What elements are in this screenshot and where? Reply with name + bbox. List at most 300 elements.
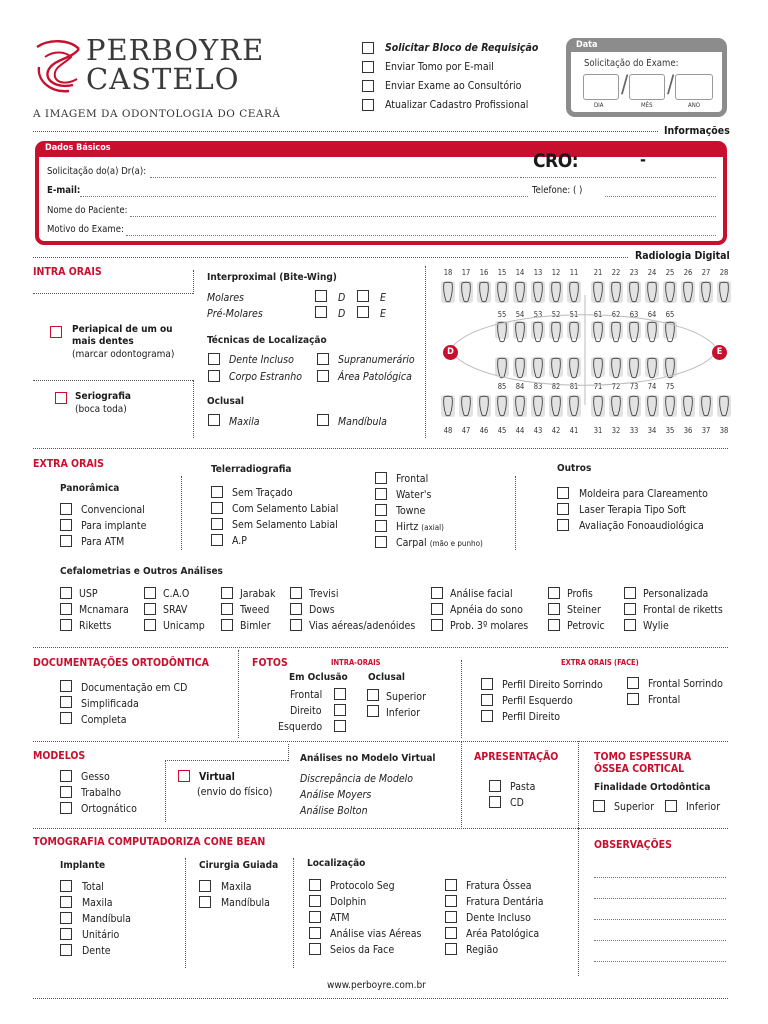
periapical-sub: (marcar odontograma)	[72, 349, 175, 360]
doc-title: DOCUMENTAÇÕES ORTODÔNTICA	[33, 657, 209, 669]
top-option-label-2: Enviar Tomo por E-mail	[385, 61, 494, 73]
tomo-superior-checkbox[interactable]	[593, 800, 605, 812]
extra-face-label-2: Perfil Esquerdo	[502, 695, 573, 707]
obs-line-3[interactable]	[594, 919, 726, 920]
tooth-number-35: 35	[665, 426, 675, 435]
tele-checkbox-2[interactable]	[211, 502, 223, 514]
odontogram-right-marker: D	[443, 345, 458, 360]
extra-vline-1	[181, 476, 182, 550]
top-option-label-4: Atualizar Cadastro Profissional	[385, 99, 529, 111]
modelos-label-1: Gesso	[81, 771, 110, 783]
patient-label: Nome do Paciente:	[47, 205, 128, 216]
phone-field[interactable]	[605, 196, 716, 197]
cefalo-checkbox-6-1[interactable]	[624, 603, 636, 615]
implante-checkbox-3[interactable]	[60, 928, 72, 940]
tooth-number-45: 45	[497, 426, 507, 435]
premolares-e-checkbox[interactable]	[357, 306, 369, 318]
cefalo-label-3-2: Vias aéreas/adenóides	[309, 620, 416, 632]
tooth-number-14: 14	[515, 268, 525, 277]
oclusao-label-2: Direito	[290, 705, 322, 717]
doc-label-2: Simplificada	[81, 698, 139, 710]
tele-checkbox-3[interactable]	[211, 518, 223, 530]
modelos-label-3: Ortognático	[81, 803, 137, 815]
extra-face-checkbox-2[interactable]	[481, 694, 493, 706]
bitewing-title: Interproximal (Bite-Wing)	[207, 272, 337, 283]
cefalo-checkbox-2-1[interactable]	[221, 603, 233, 615]
cefalo-checkbox-4-2[interactable]	[431, 619, 443, 631]
seriografia-label: Seriografia	[75, 391, 131, 402]
cefalo-label-5-0: Profis	[567, 588, 593, 600]
carpal-note: (mão e punho)	[429, 539, 483, 548]
oclusal-inf-checkbox[interactable]	[367, 705, 379, 717]
implante-checkbox-2[interactable]	[60, 912, 72, 924]
cefalo-label-5-2: Petrovic	[567, 620, 605, 632]
cefalo-label-3-0: Trevisi	[309, 588, 339, 600]
tooth-number-46: 46	[479, 426, 489, 435]
tooth-number-38: 38	[719, 426, 729, 435]
dente-incluso-label: Dente Incluso	[229, 354, 294, 366]
oclusal-inf-label: Inferior	[386, 707, 421, 719]
top-option-checkbox-1[interactable]	[362, 42, 374, 54]
tomo-inferior-label: Inferior	[686, 801, 721, 813]
carpal-checkbox[interactable]	[375, 536, 387, 548]
tooth-number-22: 22	[611, 268, 621, 277]
implante-label-2: Mandíbula	[82, 913, 131, 925]
basic-data-box	[35, 141, 727, 245]
premolares-d-label: D	[338, 308, 346, 320]
supranumerario-checkbox[interactable]	[317, 353, 329, 365]
localizacao-a-checkbox-2[interactable]	[309, 911, 321, 923]
cirurgia-checkbox-2[interactable]	[199, 896, 211, 908]
oclusal-sup-label: Superior	[386, 691, 426, 703]
premolares-label: Pré-Molares	[207, 308, 263, 320]
cefalo-label-6-1: Frontal de riketts	[643, 604, 723, 616]
tooth-number-16: 16	[479, 268, 489, 277]
dente-incluso-checkbox[interactable]	[208, 353, 220, 365]
info-label: Informações	[664, 125, 730, 137]
tooth-number-48: 48	[443, 426, 453, 435]
tomo-inferior-checkbox[interactable]	[665, 800, 677, 812]
frontal-label-2: Water's	[396, 489, 432, 501]
solicitation-label: Solicitação do(a) Dr(a):	[47, 166, 147, 177]
intra-vline-1	[193, 270, 194, 294]
frontal-label-1: Frontal	[396, 473, 429, 485]
localizacao-a-label-3: Análise vias Aéreas	[330, 928, 422, 940]
tooth-number-12: 12	[551, 268, 561, 277]
reason-field[interactable]	[126, 235, 716, 236]
oclusal-maxila-label: Maxila	[229, 416, 260, 428]
periapical-checkbox[interactable]	[50, 326, 62, 338]
implante-checkbox-0[interactable]	[60, 880, 72, 892]
date-year-field[interactable]	[675, 74, 713, 100]
frontal-checkbox-2[interactable]	[375, 488, 387, 500]
apresentacao-label-1: Pasta	[510, 781, 536, 793]
corpo-estranho-checkbox[interactable]	[208, 370, 220, 382]
pano-label-1: Convencional	[81, 504, 145, 516]
modelos-vline-2	[578, 741, 579, 976]
outros-title: Outros	[557, 463, 592, 474]
tele-label-3: Sem Selamento Labial	[232, 519, 338, 531]
hirtz-label	[396, 521, 444, 534]
divider-extra	[33, 448, 728, 449]
tooth-number-26: 26	[683, 268, 693, 277]
tooth-number-63: 63	[629, 310, 639, 319]
cefalo-checkbox-0-0[interactable]	[60, 587, 72, 599]
tooth-number-32: 32	[611, 426, 621, 435]
observacoes-title: OBSERVAÇÕES	[594, 839, 672, 851]
virtual-checkbox[interactable]	[178, 770, 190, 782]
localizacao-b-checkbox-4[interactable]	[445, 943, 457, 955]
tele-label-2: Com Selamento Labial	[232, 503, 339, 515]
carpal-label	[396, 537, 483, 550]
fotos-intra-label: INTRA-ORAIS	[331, 658, 381, 667]
tooth-number-42: 42	[551, 426, 561, 435]
odontogram-left-marker: E	[712, 345, 727, 360]
em-oclusao-title: Em Oclusão	[289, 672, 348, 683]
cro-label: CRO:	[533, 150, 579, 172]
cefalo-checkbox-6-0[interactable]	[624, 587, 636, 599]
email-field[interactable]	[80, 196, 528, 197]
intra-dotted-frame	[33, 293, 193, 294]
brand-line1: PERBOYRE	[86, 33, 265, 67]
tomo-vline-2	[293, 858, 294, 968]
hirtz-note: (axial)	[421, 523, 444, 532]
date-day-label: DIA	[594, 102, 604, 109]
date-box-title: Data	[576, 40, 598, 50]
reason-label: Motivo do Exame:	[47, 224, 124, 235]
implante-label-0: Total	[82, 881, 104, 893]
tooth-number-28: 28	[719, 268, 729, 277]
doc-checkbox-1[interactable]	[60, 680, 72, 692]
divider-footer	[33, 998, 728, 999]
tooth-number-54: 54	[515, 310, 525, 319]
cefalo-checkbox-4-0[interactable]	[431, 587, 443, 599]
tooth-number-23: 23	[629, 268, 639, 277]
tele-checkbox-1[interactable]	[211, 486, 223, 498]
fotos-title: FOTOS	[252, 657, 288, 669]
tooth-number-41: 41	[569, 426, 579, 435]
pano-checkbox-1[interactable]	[60, 503, 72, 515]
cefalo-checkbox-1-1[interactable]	[144, 603, 156, 615]
tooth-number-64: 64	[647, 310, 657, 319]
implante-checkbox-1[interactable]	[60, 896, 72, 908]
localizacao-b-checkbox-0[interactable]	[445, 879, 457, 891]
virtual-frame-top	[165, 760, 288, 761]
localizacao-a-checkbox-4[interactable]	[309, 943, 321, 955]
fotos-oclusal-title: Oclusal	[368, 672, 405, 683]
frontal-checkbox-3[interactable]	[375, 504, 387, 516]
tooth-number-11: 11	[569, 268, 579, 277]
implante-checkbox-4[interactable]	[60, 944, 72, 956]
localizacao-b-label-3: Aréa Patológica	[466, 928, 540, 940]
modelos-checkbox-1[interactable]	[60, 770, 72, 782]
brand-line2: CASTELO	[86, 62, 240, 96]
cirurgia-label-1: Maxila	[221, 881, 252, 893]
localizacao-b-checkbox-1[interactable]	[445, 895, 457, 907]
virtual-label: Virtual	[199, 771, 235, 783]
tooth-number-33: 33	[629, 426, 639, 435]
localizacao-a-label-1: Dolphin	[330, 896, 367, 908]
tomo-title-2: ÓSSEA CORTICAL	[594, 763, 685, 775]
pano-label-3: Para ATM	[81, 536, 125, 548]
extra-face-label-4: Frontal Sorrindo	[648, 678, 723, 690]
cro-line	[520, 177, 716, 178]
modelos-title: MODELOS	[33, 750, 86, 762]
localizacao-b-checkbox-3[interactable]	[445, 927, 457, 939]
divider-modelos	[33, 741, 728, 742]
tomografia-title: TOMOGRAFIA COMPUTADORIZA CONE BEAN	[33, 836, 266, 848]
tooth-number-37: 37	[701, 426, 711, 435]
cirurgia-label-2: Mandíbula	[221, 897, 270, 909]
analises-title: Análises no Modelo Virtual	[300, 753, 436, 764]
tooth-number-17: 17	[461, 268, 471, 277]
tooth-number-72: 72	[611, 382, 621, 391]
date-day-field[interactable]	[583, 74, 619, 100]
outros-label-1: Moldeira para Clareamento	[579, 488, 708, 500]
tele-label-4: A.P	[232, 535, 247, 547]
localizacao-b-checkbox-2[interactable]	[445, 911, 457, 923]
tooth-number-15: 15	[497, 268, 507, 277]
extra-vline-2	[515, 476, 516, 550]
molares-e-label: E	[380, 292, 386, 304]
apresentacao-title: APRESENTAÇÃO	[474, 751, 559, 763]
oclusao-label-1: Frontal	[290, 689, 323, 701]
molares-d-checkbox[interactable]	[315, 290, 327, 302]
modelos-vline-1	[461, 741, 462, 827]
frontal-checkbox-1[interactable]	[375, 472, 387, 484]
obs-line-2[interactable]	[594, 898, 726, 899]
tele-checkbox-4[interactable]	[211, 534, 223, 546]
oclusao-label-3: Esquerdo	[278, 721, 323, 733]
premolares-e-label: E	[380, 308, 386, 320]
tooth-number-52: 52	[551, 310, 561, 319]
tooth-number-83: 83	[533, 382, 543, 391]
seriografia-sub: (boca toda)	[75, 404, 127, 415]
tooth-number-55: 55	[497, 310, 507, 319]
tooth-number-21: 21	[593, 268, 603, 277]
intra-title: INTRA ORAIS	[33, 266, 102, 278]
localizacao-a-checkbox-1[interactable]	[309, 895, 321, 907]
cefalo-checkbox-0-1[interactable]	[60, 603, 72, 615]
tooth-number-62: 62	[611, 310, 621, 319]
doc-label-3: Completa	[81, 714, 127, 726]
top-option-checkbox-4[interactable]	[362, 99, 374, 111]
date-slash-2: /	[667, 70, 675, 98]
email-label: E-mail:	[47, 185, 81, 196]
divider-radiology	[33, 257, 628, 258]
premolares-d-checkbox[interactable]	[315, 306, 327, 318]
cefalo-label-4-1: Apnéia do sono	[450, 604, 523, 616]
implante-label-3: Unitário	[82, 929, 120, 941]
date-slash-1: /	[621, 70, 629, 98]
brand-tagline: A IMAGEM DA ODONTOLOGIA DO CEARÁ	[33, 108, 281, 120]
localizacao-a-label-0: Protocolo Seg	[330, 880, 395, 892]
outros-label-3: Avaliação Fonoaudiológica	[579, 520, 704, 532]
obs-line-1[interactable]	[594, 877, 726, 878]
cefalo-label-1-2: Unicamp	[163, 620, 205, 632]
extra-face-checkbox-1[interactable]	[481, 678, 493, 690]
tooth-number-71: 71	[593, 382, 603, 391]
cefalo-label-0-1: Mcnamara	[79, 604, 129, 616]
apresentacao-checkbox-1[interactable]	[489, 780, 501, 792]
divider-tomografia	[33, 828, 578, 829]
tooth-number-82: 82	[551, 382, 561, 391]
tooth-number-84: 84	[515, 382, 525, 391]
periapical-label: Periapical de um ou mais dentes	[72, 324, 173, 347]
outros-checkbox-3[interactable]	[557, 519, 569, 531]
cefalo-checkbox-2-2[interactable]	[221, 619, 233, 631]
panoramica-title: Panorâmica	[60, 483, 120, 494]
tooth-number-47: 47	[461, 426, 471, 435]
cefalo-label-0-2: Riketts	[79, 620, 112, 632]
tooth-number-53: 53	[533, 310, 543, 319]
divider-info	[33, 131, 658, 132]
extra-face-label-5: Frontal	[648, 694, 681, 706]
cefalo-label-1-1: SRAV	[163, 604, 188, 616]
localizacao-b-label-1: Fratura Dentária	[466, 896, 544, 908]
extra-face-checkbox-4[interactable]	[627, 677, 639, 689]
carpal-text: Carpal	[396, 537, 427, 549]
localizacao-title: Localização	[307, 858, 366, 869]
cefalo-checkbox-3-0[interactable]	[290, 587, 302, 599]
oclusal-sup-checkbox[interactable]	[367, 689, 379, 701]
divider-obs	[578, 828, 728, 829]
cefalo-checkbox-5-0[interactable]	[548, 587, 560, 599]
implante-label-1: Maxila	[82, 897, 113, 909]
cefalo-label-0-0: USP	[79, 588, 98, 600]
date-year-label: ANO	[688, 102, 700, 109]
finalidade-title: Finalidade Ortodôntica	[594, 782, 711, 793]
area-patologica-label: Área Patológica	[338, 371, 412, 383]
virtual-frame	[165, 760, 166, 822]
intra-vline-2	[193, 380, 194, 438]
oclusao-checkbox-3[interactable]	[334, 720, 346, 732]
outros-checkbox-1[interactable]	[557, 487, 569, 499]
obs-line-5[interactable]	[594, 961, 726, 962]
implante-label-4: Dente	[82, 945, 111, 957]
cefalo-label-4-2: Prob. 3º molares	[450, 620, 529, 632]
cefalo-checkbox-1-0[interactable]	[144, 587, 156, 599]
date-box-subtitle: Solicitação do Exame:	[584, 58, 679, 69]
tooth-number-43: 43	[533, 426, 543, 435]
basic-data-title: Dados Básicos	[45, 143, 111, 153]
tooth-number-81: 81	[569, 382, 579, 391]
doc-checkbox-2[interactable]	[60, 696, 72, 708]
cefalo-label-6-2: Wylie	[643, 620, 669, 632]
oclusal-mandibula-label: Mandíbula	[338, 416, 387, 428]
pano-checkbox-2[interactable]	[60, 519, 72, 531]
hirtz-checkbox[interactable]	[375, 520, 387, 532]
analises-item-1: Discrepância de Modelo	[300, 773, 414, 785]
molares-d-label: D	[338, 292, 346, 304]
top-option-checkbox-3[interactable]	[362, 80, 374, 92]
top-option-label-3: Enviar Exame ao Consultório	[385, 80, 522, 92]
top-option-checkbox-2[interactable]	[362, 61, 374, 73]
apresentacao-label-2: CD	[510, 797, 524, 809]
supranumerario-label: Supranumerário	[338, 354, 415, 366]
date-month-label: MÊS	[641, 102, 653, 109]
cro-dash: -	[640, 150, 646, 169]
frontal-label-3: Towne	[396, 505, 426, 517]
seriografia-checkbox[interactable]	[55, 392, 67, 404]
localizacao-b-label-2: Dente Incluso	[466, 912, 531, 924]
area-patologica-checkbox[interactable]	[317, 370, 329, 382]
intra-hline-2	[33, 380, 193, 381]
doc-checkbox-3[interactable]	[60, 712, 72, 724]
modelos-checkbox-2[interactable]	[60, 786, 72, 798]
extra-face-checkbox-5[interactable]	[627, 693, 639, 705]
cefalo-checkbox-1-2[interactable]	[144, 619, 156, 631]
hirtz-text: Hirtz	[396, 521, 419, 533]
modelos-checkbox-3[interactable]	[60, 802, 72, 814]
tooth-number-51: 51	[569, 310, 579, 319]
virtual-sub: (envio do físico)	[197, 786, 273, 798]
cefalo-checkbox-5-2[interactable]	[548, 619, 560, 631]
tele-title: Telerradiografia	[211, 464, 292, 475]
pano-checkbox-3[interactable]	[60, 535, 72, 547]
localizacao-a-checkbox-3[interactable]	[309, 927, 321, 939]
cefalo-checkbox-6-2[interactable]	[624, 619, 636, 631]
tooth-number-31: 31	[593, 426, 603, 435]
tomo-vline-1	[185, 858, 186, 968]
fotos-vline	[461, 660, 462, 738]
cefalo-checkbox-4-1[interactable]	[431, 603, 443, 615]
pano-label-2: Para implante	[81, 520, 147, 532]
outros-label-2: Laser Terapia Tipo Soft	[579, 504, 687, 516]
apresentacao-checkbox-2[interactable]	[489, 796, 501, 808]
cefalo-checkbox-2-0[interactable]	[221, 587, 233, 599]
extra-face-label-3: Perfil Direito	[502, 711, 561, 723]
localizacao-a-checkbox-0[interactable]	[309, 879, 321, 891]
cefalo-label-5-1: Steiner	[567, 604, 601, 616]
outros-checkbox-2[interactable]	[557, 503, 569, 515]
implante-title: Implante	[60, 860, 106, 871]
cirurgia-checkbox-1[interactable]	[199, 880, 211, 892]
website-label: www.perboyre.com.br	[327, 980, 426, 991]
top-option-label-1: Solicitar Bloco de Requisição	[385, 42, 539, 54]
tooth-number-13: 13	[533, 268, 543, 277]
tooth-number-24: 24	[647, 268, 657, 277]
cefalo-checkbox-5-1[interactable]	[548, 603, 560, 615]
cefalo-checkbox-3-1[interactable]	[290, 603, 302, 615]
oclusao-checkbox-2[interactable]	[334, 704, 346, 716]
oclusao-checkbox-1[interactable]	[334, 688, 346, 700]
brand-logo-icon	[33, 37, 83, 93]
obs-line-4[interactable]	[594, 940, 726, 941]
tooth-number-74: 74	[647, 382, 657, 391]
solicitation-field[interactable]	[150, 177, 518, 178]
molares-e-checkbox[interactable]	[357, 290, 369, 302]
tooth-number-85: 85	[497, 382, 507, 391]
oclusal-maxila-checkbox[interactable]	[208, 414, 220, 426]
cefalo-checkbox-3-2[interactable]	[290, 619, 302, 631]
cefalo-label-2-0: Jarabak	[240, 588, 276, 600]
date-month-field[interactable]	[629, 74, 665, 100]
cefalo-label-4-0: Análise facial	[450, 588, 513, 600]
tooth-number-34: 34	[647, 426, 657, 435]
tecnicas-title: Técnicas de Localização	[207, 335, 327, 346]
divider-doc	[33, 647, 728, 648]
extra-face-checkbox-3[interactable]	[481, 710, 493, 722]
molares-label: Molares	[207, 292, 244, 304]
oclusal-mandibula-checkbox[interactable]	[317, 414, 329, 426]
phone-label: Telefone: ( )	[532, 185, 583, 196]
tooth-number-75: 75	[665, 382, 675, 391]
patient-field[interactable]	[130, 216, 716, 217]
tooth-number-65: 65	[665, 310, 675, 319]
cefalo-checkbox-0-2[interactable]	[60, 619, 72, 631]
oclusal-title: Oclusal	[207, 396, 244, 407]
